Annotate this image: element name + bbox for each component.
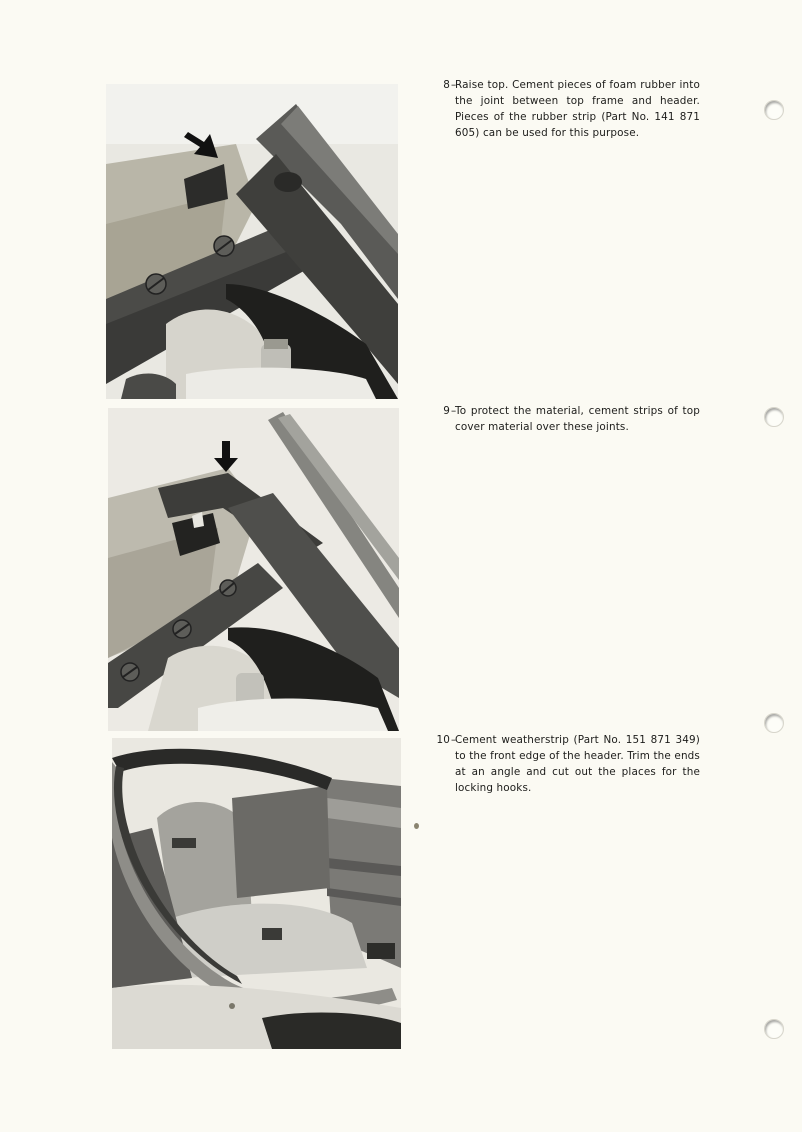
step-9-dash: – (451, 405, 457, 417)
step-8 (428, 77, 700, 141)
step-10-text: Cement weatherstrip (Part No. 151 871 349) to the front edge of the header. Trim the ends at an angle and cut out the places for the locking hooks. (455, 734, 700, 794)
step-9-number: 9 (443, 405, 450, 417)
binder-hole (764, 100, 784, 120)
step-9 (428, 403, 700, 435)
step-8-number: 8 (443, 79, 450, 91)
photo-foam-rubber-joint (106, 84, 398, 399)
photo-2-illustration (108, 408, 399, 731)
binder-hole (764, 407, 784, 427)
step-10-number: 10 (436, 734, 450, 746)
photo-1-illustration (106, 84, 398, 399)
step-8-text: Raise top. Cement pieces of foam rubber into the joint between top frame and header. Pieces of the rubber strip (Part No. 141 871 605) can be used for this purpose. (455, 79, 700, 139)
step-9-text: To protect the material, cement strips of top cover material over these joints. (455, 405, 700, 433)
step-10-dash: – (451, 734, 457, 746)
binder-hole (764, 713, 784, 733)
binder-hole (764, 1019, 784, 1039)
step-8-dash: – (451, 79, 457, 91)
photo-weatherstrip-header (112, 738, 401, 1049)
photo-3-illustration (112, 738, 401, 1049)
photo-cover-strips-over-joints (108, 408, 399, 731)
step-10 (428, 732, 700, 796)
paper-speck (414, 823, 419, 829)
